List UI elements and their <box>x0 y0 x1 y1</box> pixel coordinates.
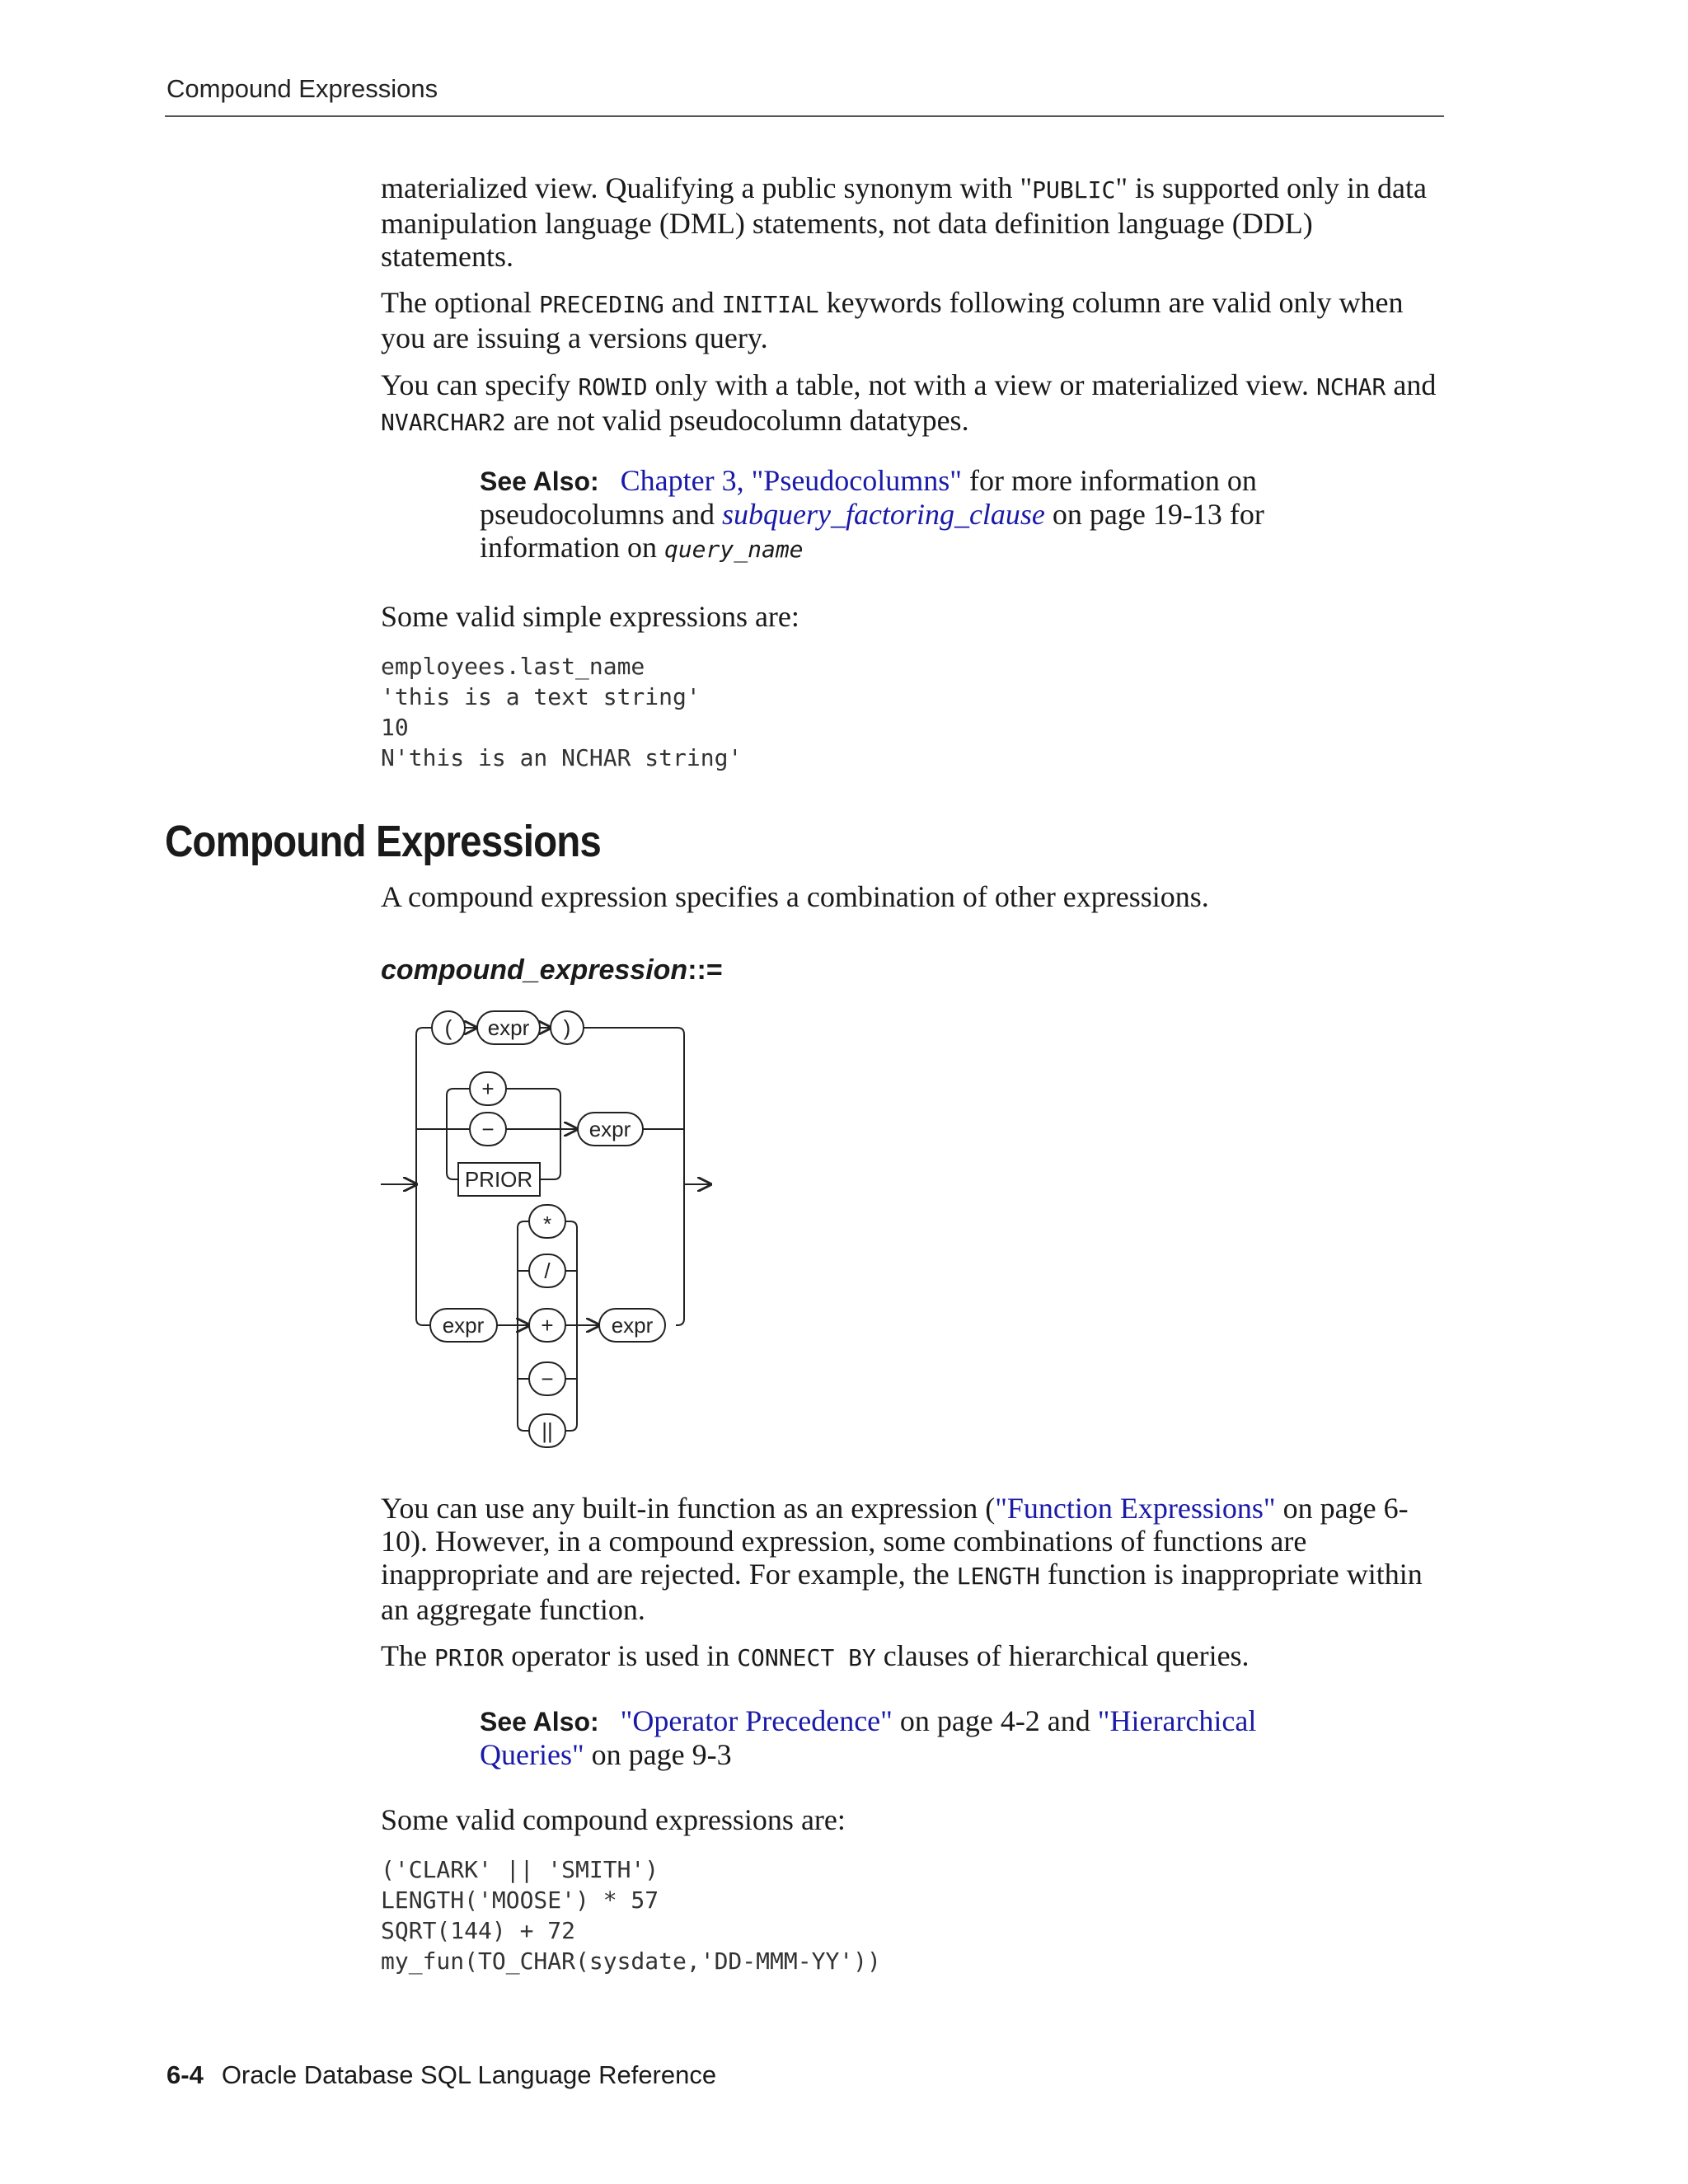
compound-expressions-code <box>381 1854 881 1976</box>
op-divide-label: / <box>544 1258 551 1283</box>
prior-label: PRIOR <box>464 1167 533 1192</box>
rparen-label: ) <box>563 1015 571 1040</box>
book-title: Oracle Database SQL Language Reference <box>221 2060 717 2089</box>
paragraph-preceding-initial <box>381 286 1444 354</box>
paragraph-built-in-functions <box>381 1492 1444 1626</box>
code-initial: INITIAL <box>721 291 819 318</box>
code-line: SQRT(144) + 72 <box>381 1917 576 1944</box>
syntax-name: compound_expression <box>381 954 688 986</box>
text: for more information on pseudocolumns and <box>480 464 1257 531</box>
link-operator-precedence[interactable]: "Operator Precedence" <box>620 1704 893 1737</box>
right-rail-top <box>549 1028 684 1184</box>
see-also-label: See Also: <box>480 466 599 496</box>
header-rule <box>165 115 1444 117</box>
code-nvarchar2: NVARCHAR2 <box>381 409 506 436</box>
running-header: Compound Expressions <box>166 74 438 103</box>
see-also-note-pseudocolumns <box>480 464 1353 566</box>
see-also-label: See Also: <box>480 1707 599 1736</box>
text: A compound expression specifies a combination of other expressions. <box>381 880 1209 913</box>
link-subquery-factoring-clause[interactable]: subquery_factoring_clause <box>721 498 1045 531</box>
text: " is supported only in data manipulation language (DML) statements, not data definition language (DDL) statements. <box>381 171 1427 273</box>
compound-expressions-intro <box>381 1803 1444 1836</box>
link-hierarchical-queries[interactable]: "Hierarchical Queries" <box>480 1704 1257 1771</box>
text: on page 19-13 for information on <box>480 498 1264 564</box>
unary-minus-label: − <box>481 1117 495 1141</box>
expr-label: expr <box>487 1015 530 1040</box>
section-intro <box>381 880 1444 913</box>
text: Some valid compound expressions are: <box>381 1803 846 1836</box>
code-nchar: NCHAR <box>1316 373 1386 401</box>
code-line: N'this is an NCHAR string' <box>381 744 743 771</box>
code-rowid: ROWID <box>578 373 648 401</box>
right-rail-bottom <box>676 1184 684 1325</box>
code-line: 'this is a text string' <box>381 683 701 710</box>
simple-expressions-intro <box>381 600 1444 633</box>
code-length: LENGTH <box>956 1563 1040 1590</box>
left-rail-top <box>416 1028 432 1184</box>
section-heading: Compound Expressions <box>165 817 601 866</box>
code-line: employees.last_name <box>381 653 645 680</box>
text: materialized view. Qualifying a public synonym with " <box>381 171 1033 204</box>
unary-plus-label: + <box>481 1076 495 1101</box>
paragraph-prior-operator <box>381 1639 1444 1675</box>
op-concat-label: || <box>542 1418 553 1443</box>
op-plus-label: + <box>541 1313 554 1338</box>
code-line: LENGTH('MOOSE') * 57 <box>381 1886 659 1914</box>
railroad-diagram <box>371 1001 750 1463</box>
expr-label: expr <box>588 1117 631 1141</box>
paragraph-public-synonym <box>381 171 1444 273</box>
simple-expressions-code <box>381 651 742 773</box>
code-prior: PRIOR <box>434 1644 504 1671</box>
code-line: ('CLARK' || 'SMITH') <box>381 1856 659 1883</box>
code-preceding: PRECEDING <box>538 291 664 318</box>
see-also-note-precedence <box>480 1704 1353 1771</box>
text: You can specify <box>381 368 579 401</box>
paragraph-rowid <box>381 368 1444 439</box>
code-query-name: query_name <box>663 536 804 563</box>
text: on page 6-10). However, in a compound expression, some combinations of functions are inappropriate and are rejected. For example, the <box>381 1492 1409 1591</box>
code-public: PUBLIC <box>1032 176 1116 204</box>
text: clauses of hierarchical queries. <box>875 1639 1250 1672</box>
text: on page 9-3 <box>584 1738 732 1771</box>
text: only with a table, not with a view or materialized view. <box>647 368 1317 401</box>
code-line: 10 <box>381 714 409 741</box>
syntax-title <box>381 954 723 987</box>
text: You can use any built-in function as an expression ( <box>381 1492 996 1525</box>
link-function-expressions[interactable]: "Function Expressions" <box>995 1492 1276 1525</box>
expr-label: expr <box>442 1313 485 1338</box>
link-chapter-3-pseudocolumns[interactable]: Chapter 3, "Pseudocolumns" <box>620 464 962 497</box>
text: and <box>1386 368 1437 401</box>
op-multiply-label: * <box>542 1212 552 1236</box>
text: operator is used in <box>504 1639 738 1672</box>
page-number: 6-4 <box>166 2060 204 2089</box>
text: The optional <box>381 286 539 319</box>
expr-label: expr <box>611 1313 654 1338</box>
text: on page 4-2 and <box>892 1704 1098 1737</box>
left-rail-bottom <box>416 1184 430 1325</box>
text: function is inappropriate within an aggregate function. <box>381 1558 1423 1626</box>
code-connect-by: CONNECT BY <box>737 1644 876 1671</box>
text: The <box>381 1639 434 1672</box>
code-line: my_fun(TO_CHAR(sysdate,'DD-MMM-YY')) <box>381 1947 881 1975</box>
text: Some valid simple expressions are: <box>381 600 799 633</box>
lparen-label: ( <box>444 1015 452 1040</box>
op-minus-label: − <box>541 1366 554 1391</box>
text: keywords following column are valid only when you are issuing a versions query. <box>381 286 1404 354</box>
text: and <box>663 286 722 319</box>
syntax-operator: ::= <box>687 954 723 986</box>
page-footer <box>166 2060 716 2090</box>
text: are not valid pseudocolumn datatypes. <box>505 404 969 437</box>
